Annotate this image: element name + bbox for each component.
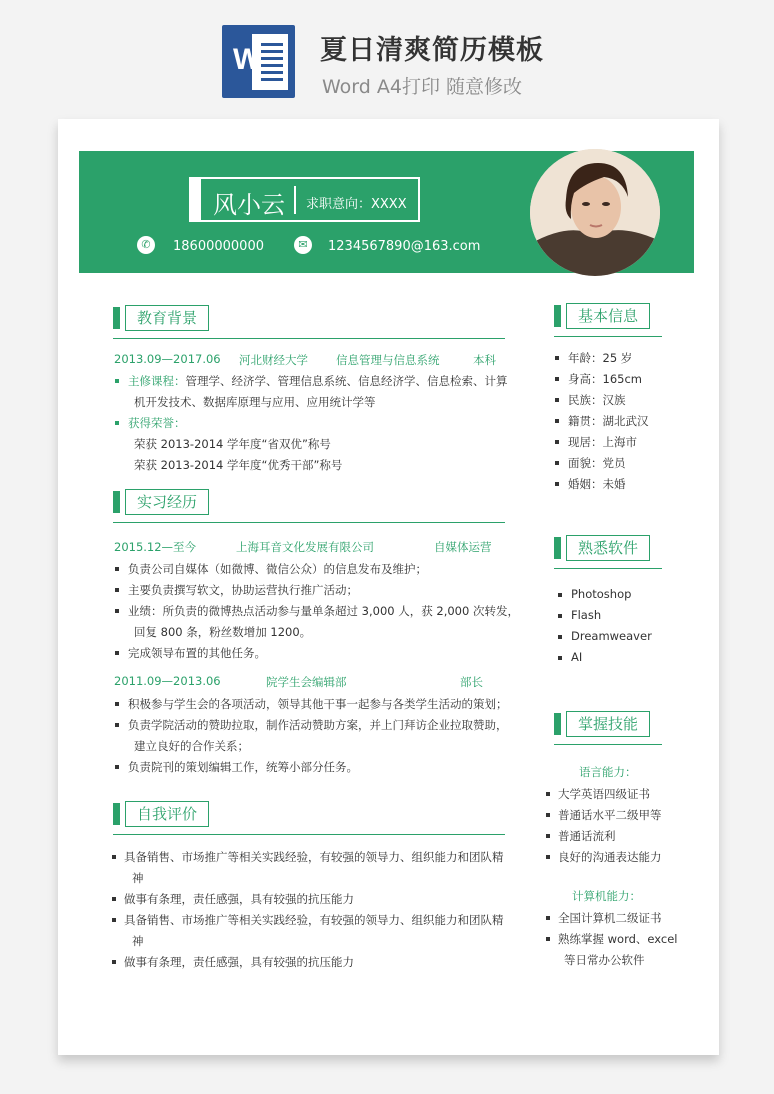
skill-item: 普通话流利 xyxy=(558,829,616,843)
courses-text: 管理学、经济学、管理信息系统、信息经济学、信息检索、计算 xyxy=(185,374,508,388)
bullet xyxy=(546,834,550,838)
skill-item: 普通话水平二级甲等 xyxy=(558,808,662,822)
job-duty: 积极参与学生会的各项活动，领导其他干事一起参与各类学生活动的策划； xyxy=(128,697,508,711)
section-internship xyxy=(113,489,505,525)
candidate-name: 风小云 xyxy=(213,191,285,219)
info-item: 现居：上海市 xyxy=(568,435,637,449)
bullet xyxy=(558,614,562,618)
profile-banner xyxy=(79,151,694,273)
job-duty-cont: 回复 800 条，粉丝数增加 1200。 xyxy=(134,625,312,639)
skill-item: 熟练掌握 word、excel xyxy=(558,932,678,946)
edu-courses xyxy=(128,373,508,389)
bullet xyxy=(555,377,559,381)
section-software xyxy=(554,535,662,571)
bullet xyxy=(558,656,562,660)
bullet xyxy=(546,792,550,796)
section-bar xyxy=(113,803,120,825)
bullet xyxy=(115,588,119,592)
honor-item: 荣获 2013-2014 学年度“优秀干部”称号 xyxy=(134,458,343,472)
skill-item-cont: 等日常办公软件 xyxy=(564,953,645,967)
section-title: 基本信息 xyxy=(566,303,650,329)
word-logo-icon xyxy=(222,25,295,98)
email-address: 1234567890@163.com xyxy=(328,239,481,254)
info-item: 籍贯：湖北武汉 xyxy=(568,414,649,428)
section-rule xyxy=(554,568,662,569)
honor-item: 荣获 2013-2014 学年度“省双优”称号 xyxy=(134,437,331,451)
job-period: 2015.12—至今 xyxy=(114,540,197,554)
job-duty: 负责学院活动的赞助拉取，制作活动赞助方案，并上门拜访企业拉取赞助， xyxy=(128,718,508,732)
bullet xyxy=(555,440,559,444)
bullet xyxy=(555,419,559,423)
job-role: 自媒体运营 xyxy=(434,540,492,554)
bullet xyxy=(115,379,119,383)
bullet xyxy=(112,960,116,964)
job-duty: 负责公司自媒体（如微博、微信公众）的信息发布及维护； xyxy=(128,562,427,576)
bullet xyxy=(115,421,119,425)
page-subtitle: Word A4打印 随意修改 xyxy=(322,76,523,98)
bullet xyxy=(115,651,119,655)
bullet xyxy=(555,461,559,465)
job-duty: 负责院刊的策划编辑工作，统筹小部分任务。 xyxy=(128,760,358,774)
section-rule xyxy=(554,744,662,745)
email-icon: ✉ xyxy=(294,236,312,254)
bullet xyxy=(555,482,559,486)
page-title: 夏日清爽简历模板 xyxy=(320,35,544,66)
edu-school: 河北财经大学 xyxy=(239,353,308,367)
job-company: 院学生会编辑部 xyxy=(266,675,347,689)
job-role: 部长 xyxy=(460,675,483,689)
info-item: 面貌：党员 xyxy=(568,456,626,470)
courses-label: 主修课程： xyxy=(128,374,186,388)
bullet xyxy=(558,635,562,639)
section-title: 实习经历 xyxy=(125,489,209,515)
job-intent: 求职意向：XXXX xyxy=(306,197,407,212)
section-rule xyxy=(554,336,662,337)
eval-item: 做事有条理，责任感强，具有较强的抗压能力 xyxy=(124,955,354,969)
phone-icon: ✆ xyxy=(137,236,155,254)
bullet xyxy=(112,897,116,901)
section-bar xyxy=(113,491,120,513)
section-basic-info xyxy=(554,303,662,339)
resume-page xyxy=(58,119,719,1055)
section-bar xyxy=(554,713,561,735)
top-header xyxy=(0,0,774,112)
info-item: 婚姻：未婚 xyxy=(568,477,626,491)
job-duty-cont: 建立良好的合作关系； xyxy=(134,739,249,753)
bullet xyxy=(115,567,119,571)
section-rule xyxy=(113,834,505,835)
software-item: Photoshop xyxy=(571,587,632,601)
job-duty: 主要负责撰写软文，协助运营执行推广活动； xyxy=(128,583,358,597)
section-self-eval xyxy=(113,801,505,837)
info-item: 身高：165cm xyxy=(568,372,642,386)
name-separator xyxy=(294,186,296,214)
eval-item-cont: 神 xyxy=(132,934,144,948)
bullet xyxy=(546,813,550,817)
skill-item: 大学英语四级证书 xyxy=(558,787,650,801)
section-title: 教育背景 xyxy=(125,305,209,331)
bullet xyxy=(115,609,119,613)
bullet xyxy=(112,918,116,922)
computer-label: 计算机能力： xyxy=(572,889,641,903)
job-duty: 完成领导布置的其他任务。 xyxy=(128,646,266,660)
bullet xyxy=(558,593,562,597)
bullet xyxy=(555,356,559,360)
word-letter: W xyxy=(233,43,262,76)
bullet xyxy=(115,702,119,706)
section-education xyxy=(113,305,505,341)
section-title: 自我评价 xyxy=(125,801,209,827)
software-item: AI xyxy=(571,650,583,664)
honors-label: 获得荣誉： xyxy=(128,416,186,430)
eval-item: 具备销售、市场推广等相关实践经验，有较强的领导力、组织能力和团队精 xyxy=(124,913,504,927)
job-duty: 业绩：所负责的微博热点活动参与量单条超过 3,000 人，获 2,000 次转发， xyxy=(128,604,519,618)
section-skills xyxy=(554,711,662,747)
info-item: 年龄：25 岁 xyxy=(568,351,633,365)
bullet xyxy=(555,398,559,402)
eval-item-cont: 神 xyxy=(132,871,144,885)
bullet xyxy=(112,855,116,859)
name-accent-bar xyxy=(191,179,201,220)
skill-item: 良好的沟通表达能力 xyxy=(558,850,662,864)
bullet xyxy=(546,937,550,941)
section-bar xyxy=(554,537,561,559)
software-item: Flash xyxy=(571,608,602,622)
job-period: 2011.09—2013.06 xyxy=(114,674,221,688)
name-box xyxy=(189,177,420,222)
edu-major: 信息管理与信息系统 xyxy=(336,353,440,367)
section-title: 掌握技能 xyxy=(566,711,650,737)
profile-photo xyxy=(530,149,660,276)
bullet xyxy=(546,855,550,859)
bullet xyxy=(115,765,119,769)
section-bar xyxy=(554,305,561,327)
lang-label: 语言能力： xyxy=(579,765,637,779)
bullet xyxy=(546,916,550,920)
section-rule xyxy=(113,338,505,339)
software-item: Dreamweaver xyxy=(571,629,652,643)
section-title: 熟悉软件 xyxy=(566,535,650,561)
edu-degree: 本科 xyxy=(473,353,496,367)
eval-item: 具备销售、市场推广等相关实践经验，有较强的领导力、组织能力和团队精 xyxy=(124,850,504,864)
eval-item: 做事有条理，责任感强，具有较强的抗压能力 xyxy=(124,892,354,906)
bullet xyxy=(115,723,119,727)
job-company: 上海耳音文化发展有限公司 xyxy=(236,540,374,554)
section-bar xyxy=(113,307,120,329)
info-item: 民族：汉族 xyxy=(568,393,626,407)
edu-period: 2013.09—2017.06 xyxy=(114,352,221,366)
section-rule xyxy=(113,522,505,523)
skill-item: 全国计算机二级证书 xyxy=(558,911,662,925)
edu-courses-cont: 机开发技术、数据库原理与应用、应用统计学等 xyxy=(134,395,376,409)
phone-number: 18600000000 xyxy=(173,239,264,254)
